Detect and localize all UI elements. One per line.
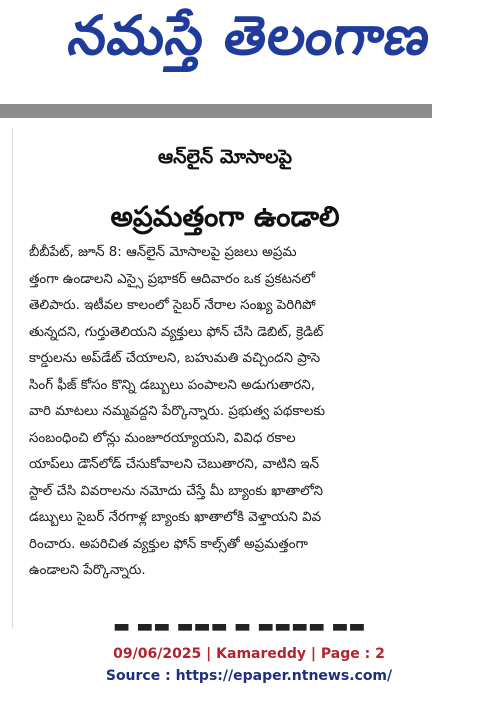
article-headline-line-2: అప్రమత్తంగా ఉండాలి (110, 200, 340, 233)
article-body-line: డబ్బులు సైబర్ నేరగాళ్ల బ్యాంకు ఖాతాలోకి వెళ్తాయని వివ (29, 510, 322, 525)
masthead-title: నమస్తే తెలంగాణ (64, 3, 436, 67)
news-article (12, 128, 437, 637)
article-body-line: రించారు. అపరిచిత వ్యక్తుల ఫోన్ కాల్స్‌తో అప్రమత్తంగా (29, 536, 308, 552)
article-headline-line-1: ఆన్‌లైన్ మోసాలపై (157, 146, 293, 168)
newspaper-masthead (0, 0, 498, 84)
article-body-line: తున్నదని, గుర్తుతెలియని వ్యక్తులు ఫోన్ చేసి డెబిట్, క్రెడిట్ (29, 324, 324, 340)
article-body-line: యాప్‌లు డౌన్‌లోడ్ చేసుకోవాలని చెబుతారని, వాటిని ఇన్ (29, 457, 319, 472)
article-body-line: స్టాల్ చేసి వివరాలను నమోదు చేస్తే మీ బ్యాంకు ఖాతాలోని (29, 483, 323, 499)
article-body-line: ఉండాలని పేర్కొన్నారు. (29, 563, 146, 578)
footer-date-edition: 09/06/2025 | Kamareddy | Page : 2 (113, 646, 385, 662)
section-divider-bar (0, 104, 432, 118)
article-body-line: తెలిపారు. ఇటీవల కాలంలో సైబర్ నేరాల సంఖ్య పెరిగిపో (29, 298, 316, 313)
article-body-line: కార్డులను అప్‌డేట్ చేయాలని, బహుమతి వచ్చిందని ప్రాసె (29, 351, 321, 366)
article-body-line: బీబీపేట్, జూన్ 8: ఆన్‌లైన్ మోసాలపై ప్రజలు అప్రమ (29, 245, 297, 260)
footer-source-link[interactable]: Source : https://epaper.ntnews.com/ (105, 668, 393, 684)
article-body (29, 240, 433, 585)
next-article-cut-off: ▬ ▬▬ ▬▬▬ ▬ ▬▬▬▬ ▬▬ (113, 616, 366, 637)
article-body-line: సింగ్ ఫీజ్ కోసం కొన్ని డబ్బులు పంపాలని అడుగుతారని, (29, 377, 315, 393)
article-body-line: త్తంగా ఉండాలని ఎస్సై ప్రభాకర్ ఆదివారం ఒక ప్రకటనలో (29, 271, 315, 287)
article-body-line: సంబంధించి లోన్లు మంజూరయ్యాయని, వివిధ రకాల (29, 430, 296, 446)
article-body-line: వారి మాటలు నమ్మవద్దని పేర్కొన్నారు. ప్రభుత్వ పథకాలకు (29, 404, 326, 419)
